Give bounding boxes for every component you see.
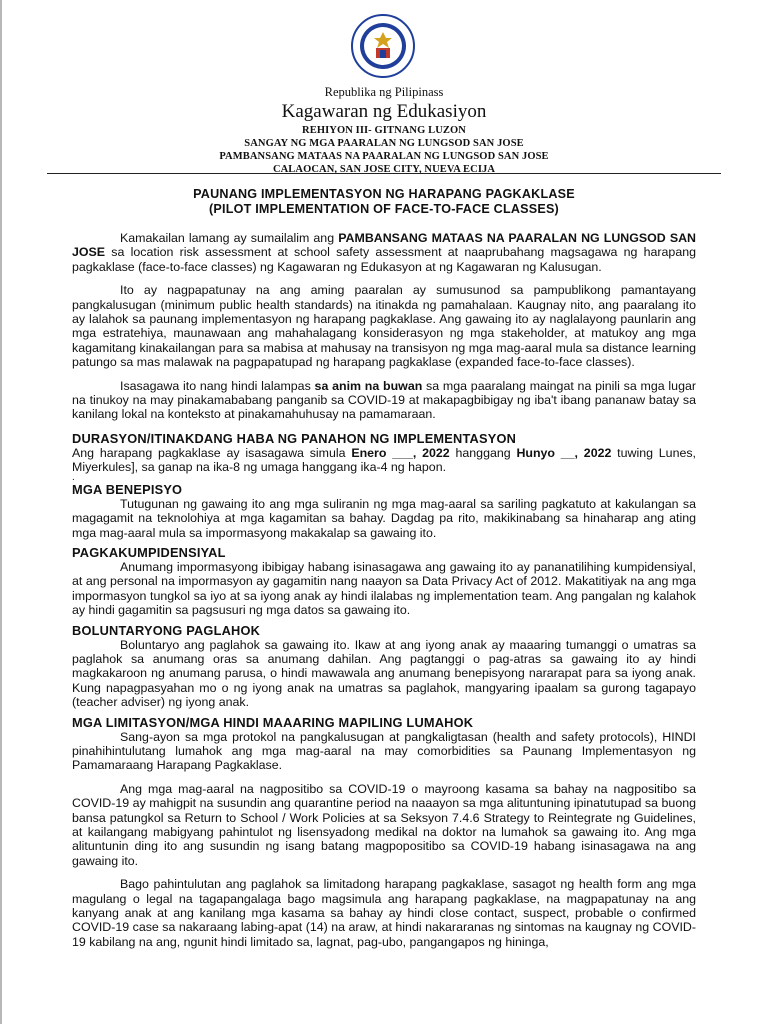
limitations-paragraph-2: Ang mga mag-aaral na nagpositibo sa COVID-19 o mayroong kasama sa bahay na nagpositibo sa COVID-19 ay mahigpit na susundin ang quarantine period na naaayon sa mga alituntuning ipinatutupad sa buong bansa patungkol sa Return to School / Work Policies at sa Seksyon 7.4.6 Strategy to Reintegrate ng Guidelines, at kailangang mabigyang pahintulot ng lisensyadong medikal na doktor na lumahok sa gawaing ito. Ang mga alituntunin ding ito ang susundin ng isang batang magpopositibo sa COVID-19 habang isinasagawa na ang gawaing ito. — [72, 781, 696, 868]
benefits-paragraph: Tutugunan ng gawaing ito ang mga suliranin ng mga mag-aaral sa sariling pagkatuto at kakulangan sa magagamit na teknolohiya at mga kagamitan sa bahay. Dagdag pa rito, makikinabang sa hinaharap ang ating mga mag-aaral mula sa impormasyong makakalap sa gawaing ito. — [72, 496, 696, 540]
text-run: Ang harapang pagkaklase ay isasagawa simula — [72, 445, 352, 460]
duration-heading: DURASYON/ITINAKDANG HABA NG PANAHON NG IMPLEMENTASYON — [72, 430, 517, 446]
intro-paragraph-3 — [72, 379, 696, 422]
confidentiality-heading: PAGKAKUMPIDENSIYAL — [72, 544, 226, 560]
limitations-paragraph-1: Sang-ayon sa mga protokol na pangkalusugan at pangkaligtasan (health and safety protocols), HINDI pinahihintulutang lumahok ang mga mag-aaral na may comorbidities sa Paunang Implementasyon ng Pamamaraang Harapang Pagkaklase. — [72, 729, 696, 773]
republic-line: Republika ng Pilipinass — [324, 85, 444, 99]
intro-paragraph-1 — [72, 231, 696, 274]
limitations-heading: MGA LIMITASYON/MGA HINDI MAAARING MAPILING LUMAHOK — [72, 714, 474, 730]
division-line: SANGAY NG MGA PAARALAN NG LUNGSOD SAN JOSE — [244, 138, 524, 149]
six-months-bold: sa anim na buwan — [314, 378, 423, 393]
title-line-2: (PILOT IMPLEMENTATION OF FACE-TO-FACE CLASSES) — [209, 202, 559, 216]
text-run: Kamakailan lamang ay sumailalim ang — [120, 231, 339, 245]
letter-body — [72, 187, 696, 958]
document-title — [72, 187, 696, 217]
limitations-paragraph-3: Bago pahintulutan ang paglahok sa limitadong harapang pagkaklase, sasagot ng health form ang mga magulang o legal na tagapangalaga bago magsimula ang harapang pagkaklase, na magpapatunay na ang kanyang anak at ang kanilang mga kasama sa bahay ay hindi close contact, suspect, probable o confirmed COVID-19 case sa nakaraang labing-apat (14) na araw, at hindi nakararanas ng sintomas na kaugnay ng COVID-19 kabilang na ang, ngunit hindi limitado sa, lagnat, pag-ubo, pangangapos ng hininga, — [72, 877, 696, 949]
end-date-bold: Hunyo __, 2022 — [516, 445, 612, 460]
title-line-1: PAUNANG IMPLEMENTASYON NG HARAPANG PAGKAKLASE — [193, 187, 575, 201]
deped-seal-icon — [350, 10, 416, 84]
region-line: REHIYON III- GITNANG LUZON — [302, 125, 466, 136]
letterhead — [0, 85, 768, 176]
school-name-bold: PAMBANSANG MATAAS NA PAARALAN NG LUNGSOD SAN JOSE — [72, 231, 696, 260]
text-run: sa location risk assessment at school safety assessment at naaprubahang magsagawa ng harapang pagkaklase (face-to-face classes) ng Kagawaran ng Edukasyon at ng Kagawaran ng Kalusugan. — [72, 245, 696, 274]
text-run: hanggang — [449, 445, 517, 460]
text-run: Isasagawa ito nang hindi lalampas — [120, 378, 315, 393]
benefits-heading: MGA BENEPISYO — [72, 481, 183, 497]
school-line: PAMBANSANG MATAAS NA PAARALAN NG LUNGSOD SAN JOSE — [219, 151, 549, 162]
department-name: Kagawaran ng Edukasiyon — [281, 101, 487, 122]
text-run: sa mga paaralang maingat na pinili sa mga lugar na tinukoy na may pinakamababang panganib sa COVID-19 at makapagbibigay ng iba't ibang pananaw batay sa kanilang lokal na konteksto at pinakamahuhusay na pamamaraan. — [72, 378, 696, 422]
address-line: CALAOCAN, SAN JOSE CITY, NUEVA ECIJA — [272, 164, 496, 175]
voluntary-heading: BOLUNTARYONG PAGLAHOK — [72, 622, 261, 638]
text-run: tuwing Lunes, Miyerkules], sa ganap na ika-8 ng umaga hanggang ika-4 ng hapon. — [72, 445, 696, 475]
start-date-bold: Enero ___, 2022 — [351, 445, 450, 460]
voluntary-paragraph: Boluntaryo ang paglahok sa gawaing ito. Ikaw at ang iyong anak ay maaaring tumanggi o umatras sa paglahok sa anumang oras sa anumang dahilan. Ang pagtanggi o pag-atras sa gawaing ito ay hindi magkakaroon ng anumang parusa, o hindi mawawala ang anumang benepisyong nararapat para sa iyong anak. Kung napagpasyahan mo o ng iyong anak na umatras sa paglahok, mangyaring ipaalam sa gurong tagapayo (teacher adviser) ng iyong anak. — [72, 637, 696, 710]
confidentiality-paragraph: Anumang impormasyong ibibigay habang isinasagawa ang gawaing ito ay pananatilihing kumpidensiyal, at ang personal na impormasyon ay gagamitin nang naayon sa Data Privacy Act of 2012. Makatitiyak na ang mga impormasyon tungkol sa iyo at sa iyong anak ay hindi ilalabas ng implementation team. Ang pangalan ng kalahok ay hindi gagamitin sa pagsusuri ng mga datos sa gawaing ito. — [72, 559, 696, 618]
intro-paragraph-2: Ito ay nagpapatunay na ang aming paaralan ay sumusunod sa pampublikong pamantayang pangkalusugan (minimum public health standards) na itinakda ng pamahalaan. Kaugnay nito, ang paaralang ito ay lalahok sa paunang implementasyon ng harapang pagkaklase. Ang gawaing ito ay naglalayong paunlarin ang mga estratehiya, maunawaan ang mahahalagang konsiderasyon ng mga stakeholder, at matukoy ang mga kagamitang kinakailangan para sa mabisa at mahusay na transisyon ng mga mag-aaral mula sa distance learning patungo sa mas malawak na pagpapatupad ng harapang pagkaklase (expanded face-to-face classes). — [72, 283, 697, 370]
duration-paragraph — [72, 446, 696, 475]
header-divider — [47, 173, 721, 174]
stray-dot: . — [72, 471, 75, 483]
